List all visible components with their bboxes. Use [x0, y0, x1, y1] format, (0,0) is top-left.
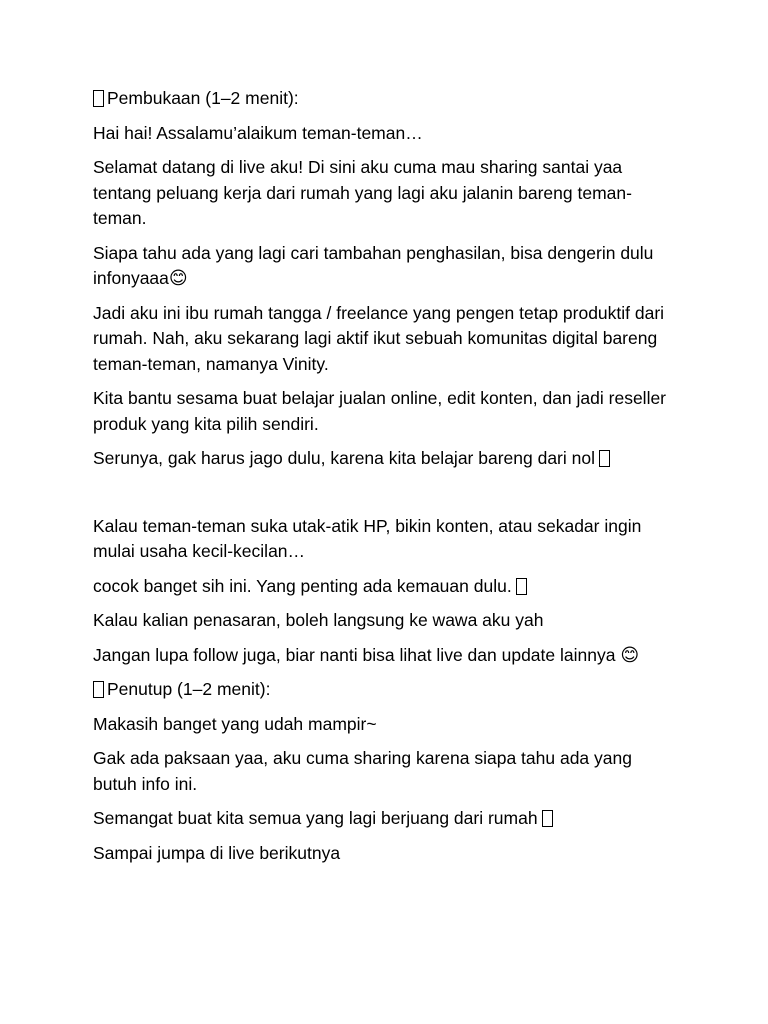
paragraph-closing-heading — [93, 677, 673, 703]
paragraph-thanks: Makasih banget yang udah mampir~ — [93, 713, 377, 734]
paragraph-follow — [93, 643, 673, 669]
paragraph-farewell: Sampai jumpa di live berikutnya — [93, 842, 341, 863]
missing-glyph-icon — [93, 90, 104, 107]
paragraph-contact: Kalau kalian penasaran, boleh langsung ke wawa aku yah — [93, 610, 544, 630]
paragraph-greeting: Hai hai! Assalamu’alaikum teman-teman… — [93, 122, 423, 143]
opening-heading-text: Pembukaan (1–2 menit): — [107, 88, 299, 108]
smiling-face-icon: 😊 — [620, 644, 640, 666]
spirit-text: Semangat buat kita semua yang lagi berjuang dari rumah — [93, 808, 538, 828]
smiling-face-icon: 😊 — [168, 268, 188, 289]
missing-glyph-icon — [516, 578, 527, 595]
paragraph-welcome: Selamat datang di live aku! Di sini aku cuma mau sharing santai yaa tentang peluang kerja dari rumah yang lagi aku jalanin bareng teman-teman. — [93, 157, 632, 228]
paragraph-learn-together — [93, 446, 673, 472]
learn-together-text: Serunya, gak harus jago dulu, karena kita belajar bareng dari nol — [93, 448, 595, 468]
missing-glyph-icon — [542, 810, 553, 827]
paragraph-community: Kita bantu sesama buat belajar jualan online, edit konten, dan jadi reseller produk yang kita pilih sendiri. — [93, 388, 667, 434]
follow-text: Jangan lupa follow juga, biar nanti bisa lihat live dan update lainnya — [93, 644, 616, 665]
missing-glyph-icon — [93, 681, 104, 698]
paragraph-income-info — [93, 241, 673, 292]
income-info-text: Siapa tahu ada yang lagi cari tambahan penghasilan, bisa dengerin dulu infonyaaa — [93, 242, 654, 288]
suitable-text: cocok banget sih ini. Yang penting ada kemauan dulu. — [93, 575, 512, 596]
document-body — [93, 86, 673, 875]
paragraph-opening-heading — [93, 86, 673, 112]
paragraph-no-pressure: Gak ada paksaan yaa, aku cuma sharing karena siapa tahu ada yang butuh info ini. — [93, 748, 632, 794]
paragraph-audience: Kalau teman-teman suka utak-atik HP, bikin konten, atau sekadar ingin mulai usaha kecil-kecilan… — [93, 515, 642, 561]
closing-heading-text: Penutup (1–2 menit): — [107, 679, 271, 699]
paragraph-introduction: Jadi aku ini ibu rumah tangga / freelance yang pengen tetap produktif dari rumah. Nah, aku sekarang lagi aktif ikut sebuah komunitas digital bareng teman-teman, namanya Vinity. — [93, 302, 665, 374]
blank-line — [93, 481, 673, 514]
missing-glyph-icon — [599, 450, 610, 467]
paragraph-spirit — [93, 806, 673, 832]
paragraph-suitable — [93, 574, 673, 600]
